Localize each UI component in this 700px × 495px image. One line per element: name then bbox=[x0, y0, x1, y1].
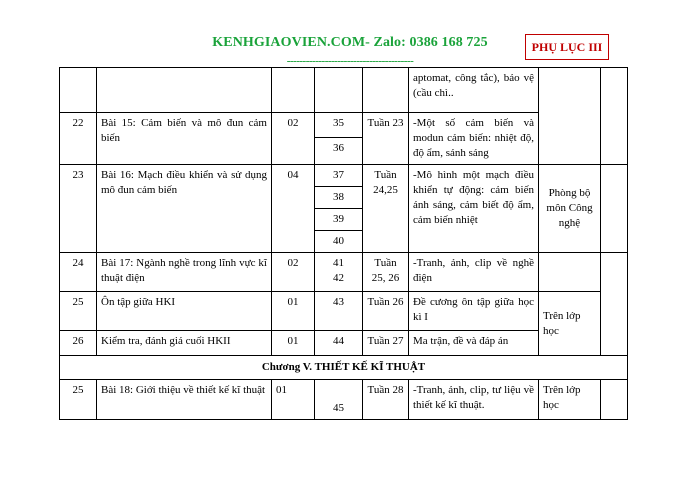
hours-cell: 02 bbox=[272, 113, 315, 165]
content-cell: Đề cương ôn tập giữa học kì I bbox=[409, 292, 539, 331]
content-cell: -Mô hình một mạch điều khiển tự động: cảm biến ánh sáng, cảm biết độ ẩm, cảm biến nhiệt bbox=[409, 165, 539, 253]
period-cell: 36 bbox=[315, 138, 363, 165]
lesson-cell: Ôn tập giữa HKI bbox=[97, 292, 272, 331]
lesson-cell: Bài 18: Giới thiệu về thiết kế kĩ thuật bbox=[97, 380, 272, 420]
lesson-cell: Bài 15: Cảm biến và mô đun cảm biến bbox=[97, 113, 272, 165]
chapter-row bbox=[60, 356, 628, 380]
content-cell: -Tranh, ảnh, clip, tư liệu về thiết kế kĩ thuật. bbox=[409, 380, 539, 420]
stt-cell: 24 bbox=[60, 253, 97, 292]
stt-cell: 23 bbox=[60, 165, 97, 253]
table-row bbox=[60, 68, 628, 113]
place-cell: Trên lớp học bbox=[539, 380, 601, 420]
place-cell: Trên lớp học bbox=[539, 292, 601, 356]
lesson-plan-table bbox=[59, 67, 628, 420]
period-cell: 45 bbox=[315, 380, 363, 420]
period-cell: 40 bbox=[315, 231, 363, 253]
table-row bbox=[60, 165, 628, 187]
period-cell: 43 bbox=[315, 292, 363, 331]
hours-cell: 01 bbox=[272, 380, 315, 420]
hours-cell: 04 bbox=[272, 165, 315, 253]
content-cell: -Tranh, ảnh, clip về nghề điện bbox=[409, 253, 539, 292]
period-cell: 39 bbox=[315, 209, 363, 231]
period-cell: 35 bbox=[315, 113, 363, 138]
content-cell: Ma trận, đề và đáp án bbox=[409, 331, 539, 356]
content-cell: -Một số cảm biến và modun cảm biến: nhiệt độ, độ ẩm, sánh sáng bbox=[409, 113, 539, 165]
site-header: KENHGIAOVIEN.COM- Zalo: 0386 168 725 bbox=[212, 35, 488, 50]
header-underline: ---------------------------------------- bbox=[286, 55, 414, 67]
appendix-label: PHỤ LỤC III bbox=[525, 34, 609, 60]
hours-cell: 02 bbox=[272, 253, 315, 292]
period-cell bbox=[315, 253, 363, 292]
week-cell: Tuần 28 bbox=[363, 380, 409, 420]
stt-cell: 22 bbox=[60, 113, 97, 165]
lesson-cell: Kiểm tra, đánh giá cuối HKII bbox=[97, 331, 272, 356]
period-value: 41 bbox=[333, 257, 344, 269]
period-cell: 44 bbox=[315, 331, 363, 356]
place-cell: Phòng bộ môn Công nghệ bbox=[539, 165, 601, 253]
table-row bbox=[60, 292, 628, 331]
period-cell: 38 bbox=[315, 187, 363, 209]
stt-cell: 25 bbox=[60, 380, 97, 420]
week-cell: Tuần 23 bbox=[363, 113, 409, 165]
period-cell: 37 bbox=[315, 165, 363, 187]
week-cell: Tuần 25, 26 bbox=[363, 253, 409, 292]
week-cell: Tuần 24,25 bbox=[363, 165, 409, 253]
stt-cell: 26 bbox=[60, 331, 97, 356]
lesson-cell: Bài 17: Ngành nghề trong lĩnh vực kĩ thuật điện bbox=[97, 253, 272, 292]
week-cell: Tuần 26 bbox=[363, 292, 409, 331]
table-row bbox=[60, 380, 628, 420]
content-cell: aptomat, công tắc), bảo vệ (cầu chì.. bbox=[409, 68, 539, 113]
hours-cell: 01 bbox=[272, 331, 315, 356]
hours-cell: 01 bbox=[272, 292, 315, 331]
chapter-title: Chương V. THIẾT KẾ KĨ THUẬT bbox=[60, 356, 628, 380]
table-row bbox=[60, 253, 628, 292]
lesson-cell: Bài 16: Mạch điều khiển và sử dụng mô đun cảm biến bbox=[97, 165, 272, 253]
stt-cell: 25 bbox=[60, 292, 97, 331]
week-cell: Tuần 27 bbox=[363, 331, 409, 356]
period-value: 42 bbox=[333, 272, 344, 284]
